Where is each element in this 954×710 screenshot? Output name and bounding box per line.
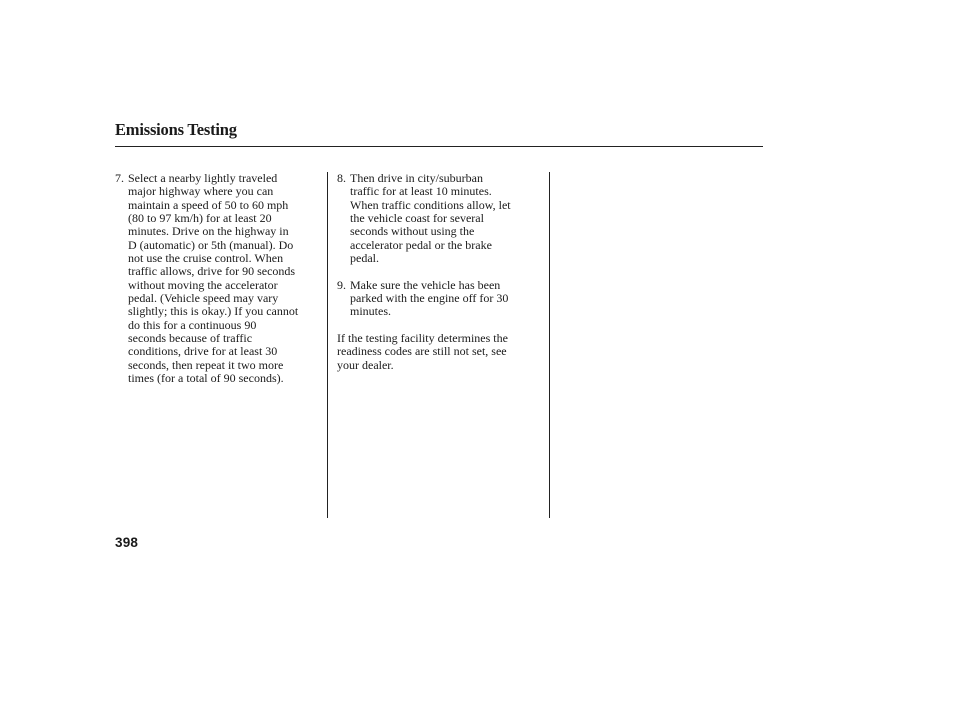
step-number: 7. xyxy=(115,171,124,185)
step-text xyxy=(350,172,545,265)
column-left xyxy=(115,172,325,386)
text-line: traffic for at least 10 minutes. xyxy=(350,184,492,199)
title-rule xyxy=(115,146,763,147)
text-line: do this for a continuous 90 xyxy=(128,317,257,332)
column-divider-2 xyxy=(549,172,550,518)
text-line: without moving the accelerator xyxy=(128,277,278,292)
text-line: minutes. Drive on the highway in xyxy=(128,224,289,239)
text-line: maintain a speed of 50 to 60 mph xyxy=(128,197,289,212)
text-line: your dealer. xyxy=(337,357,394,372)
page-title: Emissions Testing xyxy=(115,120,237,139)
text-line: conditions, drive for at least 30 xyxy=(128,344,278,359)
text-line: times (for a total of 90 seconds). xyxy=(128,371,284,386)
text-line: parked with the engine off for 30 xyxy=(350,291,509,306)
text-line: If the testing facility determines the xyxy=(337,331,508,346)
step-number: 9. xyxy=(337,277,346,292)
text-line: seconds without using the xyxy=(350,224,475,239)
step-number: 8. xyxy=(337,171,346,185)
column-middle xyxy=(337,172,545,372)
text-line: Select a nearby lightly traveled xyxy=(128,171,278,185)
text-line: not use the cruise control. When xyxy=(128,251,284,266)
text-line: Make sure the vehicle has been xyxy=(350,277,501,292)
step-8 xyxy=(337,172,545,265)
text-line: minutes. xyxy=(350,304,391,319)
text-line: the vehicle coast for several xyxy=(350,211,484,226)
text-line: Then drive in city/suburban xyxy=(350,171,483,185)
step-text xyxy=(350,279,545,319)
text-line: seconds, then repeat it two more xyxy=(128,357,284,372)
text-line: readiness codes are still not set, see xyxy=(337,344,507,359)
step-7 xyxy=(115,172,325,386)
closing-paragraph xyxy=(337,332,545,372)
text-line: pedal. xyxy=(350,251,379,266)
text-line: pedal. (Vehicle speed may vary xyxy=(128,291,279,306)
text-line: seconds because of traffic xyxy=(128,331,253,346)
text-line: accelerator pedal or the brake xyxy=(350,237,492,252)
page-number: 398 xyxy=(115,535,139,550)
text-line: major highway where you can xyxy=(128,184,274,199)
text-line: traffic allows, drive for 90 seconds xyxy=(128,264,296,279)
text-line: (80 to 97 km/h) for at least 20 xyxy=(128,211,272,226)
step-9 xyxy=(337,279,545,319)
text-line: D (automatic) or 5th (manual). Do xyxy=(128,237,294,252)
text-line: slightly; this is okay.) If you cannot xyxy=(128,304,299,319)
column-divider-1 xyxy=(327,172,328,518)
text-line: When traffic conditions allow, let xyxy=(350,197,511,212)
step-text xyxy=(128,172,325,386)
